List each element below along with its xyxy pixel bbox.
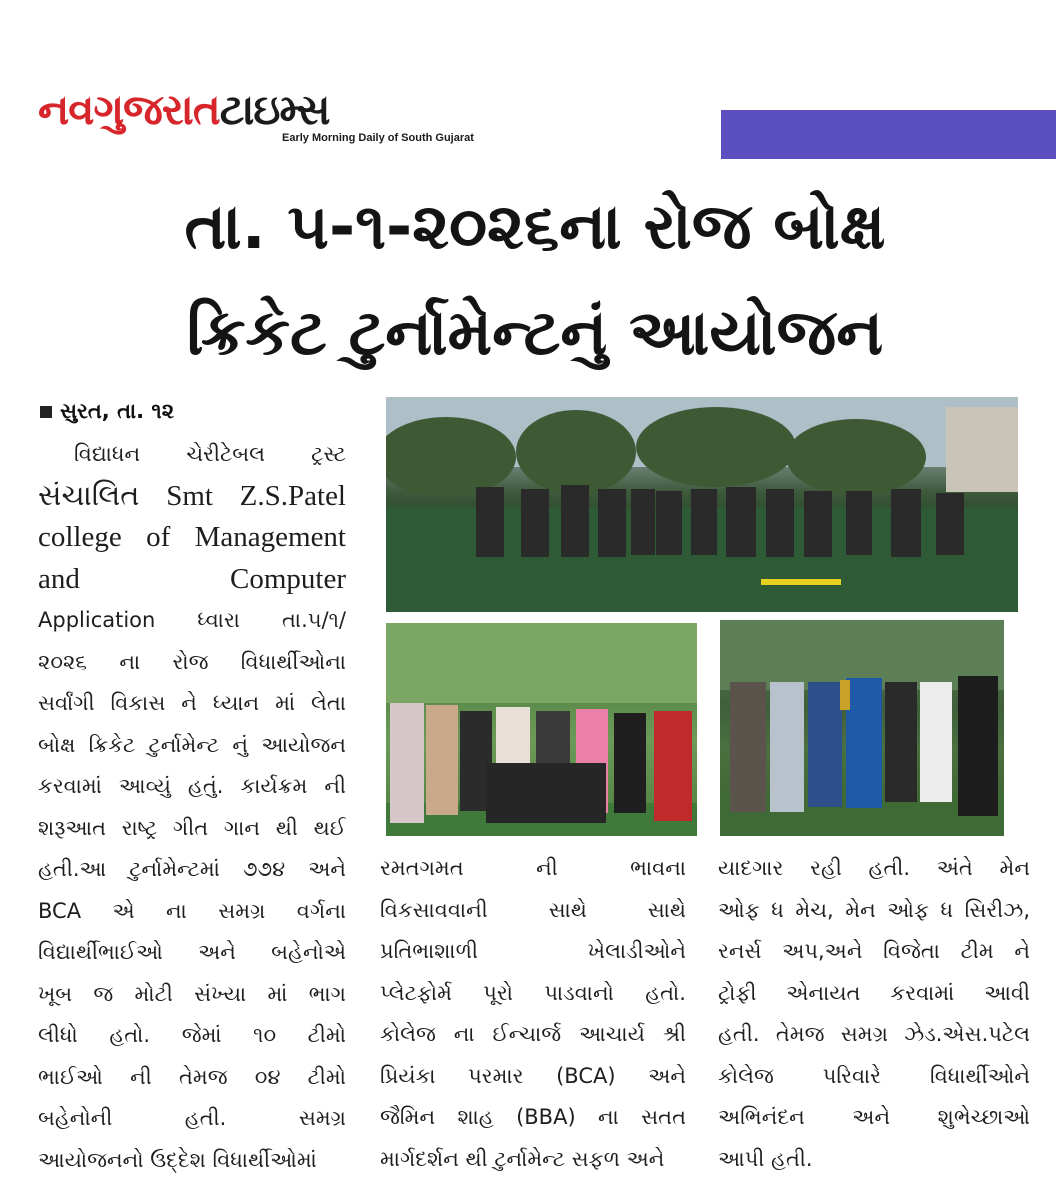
article-line: ૨૦૨૬ ના રોજ વિધાર્થીઓના bbox=[38, 649, 346, 674]
article-line: college of Management bbox=[38, 521, 346, 553]
article-line: BCA એ ના સમગ્ર વર્ગના bbox=[38, 898, 346, 923]
article-line: પ્રતિભાશાળી ખેલાડીઓને bbox=[380, 939, 686, 963]
logo-title-red: નવગુજરાત bbox=[38, 85, 220, 134]
headline-line-2: ક્રિકેટ ટુર્નામેન્ટનું આયોજન bbox=[186, 296, 884, 369]
article-line: માર્ગદર્શન થી ટુર્નામેન્ટ સફળ અને bbox=[380, 1146, 665, 1171]
photo-trophy-presentation-illustration bbox=[720, 620, 1004, 836]
article-line: વિદ્યાર્થીભાઈઓ અને બહેનોએ bbox=[38, 940, 346, 964]
bullet-square-icon bbox=[40, 406, 52, 418]
article-line: હતી.આ ટુર્નામેન્ટમાં ૭૭૪ અને bbox=[38, 857, 346, 881]
article-column-3 bbox=[718, 848, 1030, 1180]
article-line: ટ્રોફી એનાયત કરવામાં આવી bbox=[718, 980, 1030, 1005]
article-line: કોલેજ ના ઈન્ચાર્જ આચાર્ય શ્રી bbox=[380, 1022, 686, 1046]
logo-tagline: Early Morning Daily of South Gujarat bbox=[282, 132, 474, 144]
article-column-1 bbox=[38, 434, 346, 1181]
photo-trophy-presentation bbox=[720, 620, 1004, 836]
logo-title-black: ટાઇમ્સ bbox=[219, 85, 330, 134]
article-line: પ્રિયંકા પરમાર (BCA) અને bbox=[380, 1063, 686, 1088]
photo-team-group-illustration bbox=[386, 397, 1018, 612]
article-line: બોક્ષ ક્રિકેટ ટુર્નામેન્ટ નું આયોજન bbox=[38, 732, 346, 757]
article-line: કરવામાં આવ્યું હતું. કાર્યક્રમ ની bbox=[38, 774, 346, 798]
headline-line-1: તા. ૫-૧-૨૦૨૬ના રોજ બોક્ષ bbox=[184, 190, 886, 263]
article-line: સર્વાંગી વિકાસ ને ધ્યાન માં લેતા bbox=[38, 691, 346, 715]
photo-team-group bbox=[386, 397, 1018, 612]
article-line: આપી હતી. bbox=[718, 1146, 813, 1171]
article-line: યાદગાર રહી હતી. અંતે મેન bbox=[718, 856, 1030, 880]
article-line: રમતગમત ની ભાવના bbox=[380, 856, 686, 880]
article-line: વિકસાવવાની સાથે સાથે bbox=[380, 897, 686, 922]
photo-girls-team-illustration bbox=[386, 623, 697, 836]
article-line: આયોજનનો ઉદ્દેશ વિધાર્થીઓમાં bbox=[38, 1147, 317, 1172]
article-line: વિદ્યાધન ચેરીટેબલ ટ્રસ્ટ bbox=[74, 442, 346, 466]
article-line: જૈમિન શાહ (BBA) ના સતત bbox=[380, 1105, 686, 1129]
photo-girls-team bbox=[386, 623, 697, 836]
article-column-2 bbox=[380, 848, 686, 1180]
article-line: હતી. તેમજ સમગ્ર ઝેડ.એસ.પટેલ bbox=[718, 1022, 1030, 1046]
dateline-text: સુરત, તા. ૧૨ bbox=[60, 399, 175, 423]
article-line: સંચાલિત Smt Z.S.Patel bbox=[38, 479, 346, 512]
article-line: રનર્સ અપ,અને વિજેતા ટીમ ને bbox=[718, 939, 1030, 963]
article-line: લીધો હતો. જેમાં ૧૦ ટીમો bbox=[38, 1023, 346, 1047]
newspaper-logo bbox=[38, 86, 330, 134]
article-line: and Computer bbox=[38, 562, 346, 595]
article-line: બહેનોની હતી. સમગ્ર bbox=[38, 1106, 346, 1130]
article-line: અભિનંદન અને શુભેચ્છાઓ bbox=[718, 1105, 1030, 1129]
header-accent-bar bbox=[721, 110, 1056, 159]
article-line: ઓફ ધ મેચ, મેન ઓફ ધ સિરીઝ, bbox=[718, 897, 1030, 922]
article-line: શરૂઆત રાષ્ટ્ર ગીત ગાન થી થઈ bbox=[38, 815, 346, 840]
article-line: ભાઈઓ ની તેમજ ૦૪ ટીમો bbox=[38, 1064, 346, 1089]
article-line: પ્લેટફોર્મ પૂરો પાડવાનો હતો. bbox=[380, 980, 686, 1005]
article-line: ખૂબ જ મોટી સંખ્યા માં ભાગ bbox=[38, 981, 346, 1006]
article-line: કોલેજ પરિવારે વિધાર્થીઓને bbox=[718, 1063, 1030, 1088]
article-line: Application ધ્વારા તા.૫/૧/ bbox=[38, 608, 346, 632]
masthead bbox=[38, 86, 488, 150]
dateline bbox=[40, 399, 174, 424]
